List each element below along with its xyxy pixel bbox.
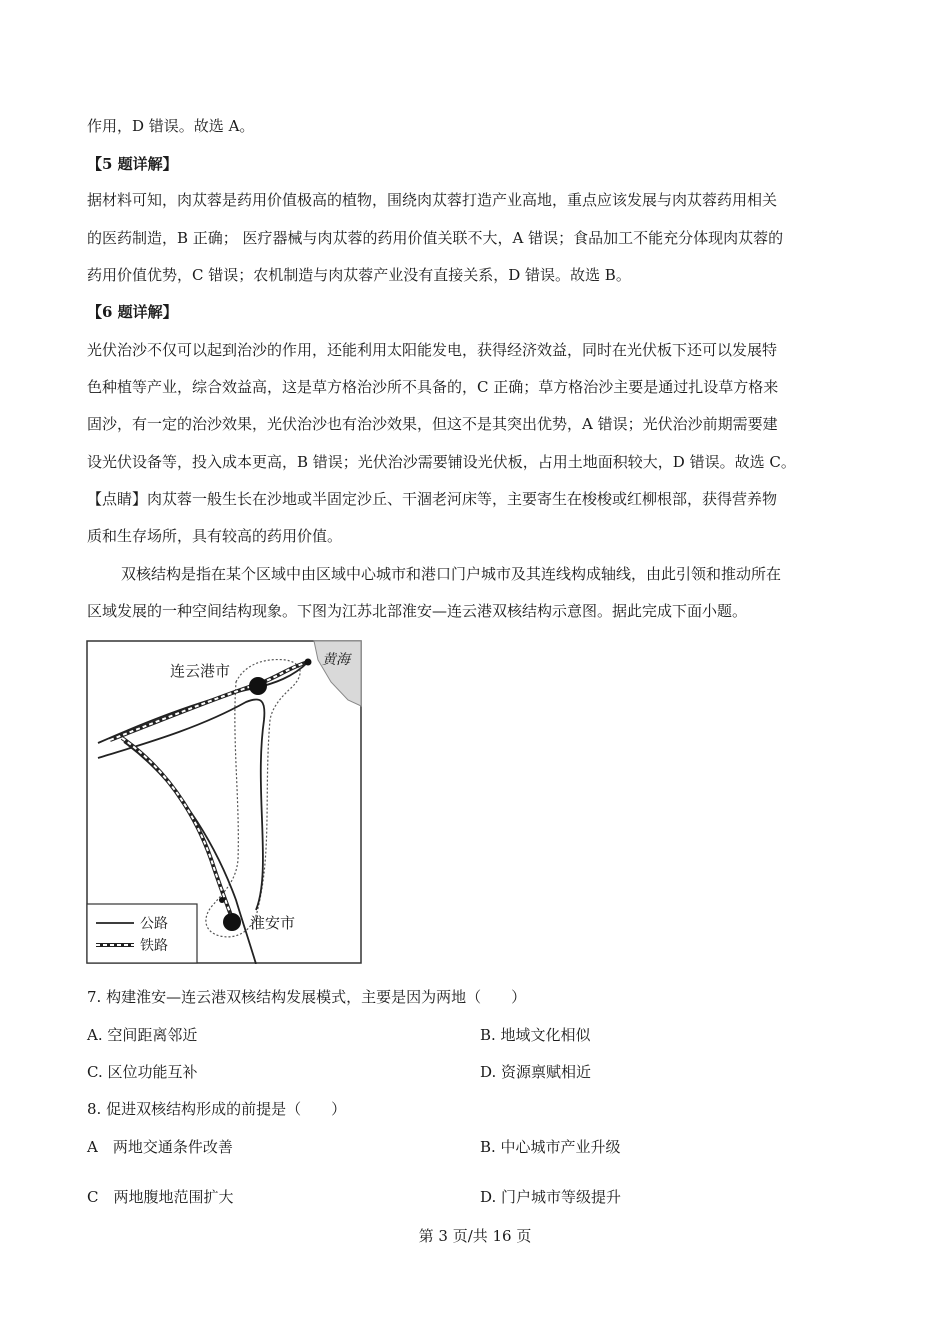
text-line: 色种植等产业，综合效益高，这是草方格治沙所不具备的，C 正确；草方格治沙主要是通过扎设草方格来	[87, 378, 779, 396]
text-line: 据材料可知，肉苁蓉是药用价值极高的植物，围绕肉苁蓉打造产业高地，重点应该发展与肉苁蓉药用相关	[87, 191, 778, 209]
option-d: D. 资源禀赋相近	[480, 1063, 592, 1081]
port-dot	[305, 659, 312, 666]
text-line: 药用价值优势，C 错误；农机制造与肉苁蓉产业没有直接关系，D 错误。故选 B。	[87, 266, 631, 284]
section-heading: 【5 题详解】	[87, 155, 178, 173]
text-line: 光伏治沙不仅可以起到治沙的作用，还能利用太阳能发电，获得经济效益，同时在光伏板下还可以发展特	[87, 341, 778, 359]
option-d: D. 门户城市等级提升	[480, 1188, 622, 1206]
option-b: B. 地域文化相似	[480, 1026, 591, 1044]
intro-line: 双核结构是指在某个区域中由区域中心城市和港口门户城市及其连线构成轴线，由此引领和推动所在	[121, 565, 782, 583]
city-dot-lianyungang	[249, 677, 267, 695]
option-c: C 两地腹地范围扩大	[87, 1188, 234, 1206]
option-c: C. 区位功能互补	[87, 1063, 198, 1081]
question-stem: 8. 促进双核结构形成的前提是（ ）	[87, 1100, 347, 1118]
text-line: 作用，D 错误。故选 A。	[87, 117, 255, 135]
text-line: 的医药制造，B 正确； 医疗器械与肉苁蓉的药用价值关联不大，A 错误；食品加工不能充分体现肉苁蓉的	[87, 229, 784, 247]
option-a: A. 空间距离邻近	[87, 1026, 198, 1044]
station-dot	[219, 897, 225, 903]
city-label-huaian: 淮安市	[250, 914, 296, 932]
intro-line: 区域发展的一种空间结构现象。下图为江苏北部淮安—连云港双核结构示意图。据此完成下面小题。	[87, 602, 748, 620]
option-b: B. 中心城市产业升级	[480, 1138, 621, 1156]
dual-core-map	[86, 640, 362, 964]
legend-rail-label: 铁路	[140, 938, 168, 954]
text-line: 固沙，有一定的治沙效果，光伏治沙也有治沙效果，但这不是其突出优势，A 错误；光伏治沙前期需要建	[87, 415, 778, 433]
city-dot-huaian	[223, 913, 241, 931]
page-number: 第 3 页/共 16 页	[418, 1227, 532, 1245]
text-line: 设光伏设备等，投入成本更高，B 错误；光伏治沙需要铺设光伏板，占用土地面积较大，D 错误。故选 C。	[87, 453, 796, 471]
text-line: 质和生存场所，具有较高的药用价值。	[87, 527, 343, 545]
city-label-lianyungang: 连云港市	[170, 662, 231, 680]
section-heading: 【6 题详解】	[87, 303, 178, 321]
legend-road-label: 公路	[140, 916, 168, 932]
tip-line: 【点睛】肉苁蓉一般生长在沙地或半固定沙丘、干涸老河床等，主要寄生在梭梭或红柳根部，获得营养物	[87, 490, 778, 508]
option-a: A 两地交通条件改善	[87, 1138, 233, 1156]
sea-label: 黄海	[322, 651, 350, 667]
question-stem: 7. 构建淮安—连云港双核结构发展模式，主要是因为两地（ ）	[87, 988, 527, 1006]
legend-box	[87, 904, 197, 963]
